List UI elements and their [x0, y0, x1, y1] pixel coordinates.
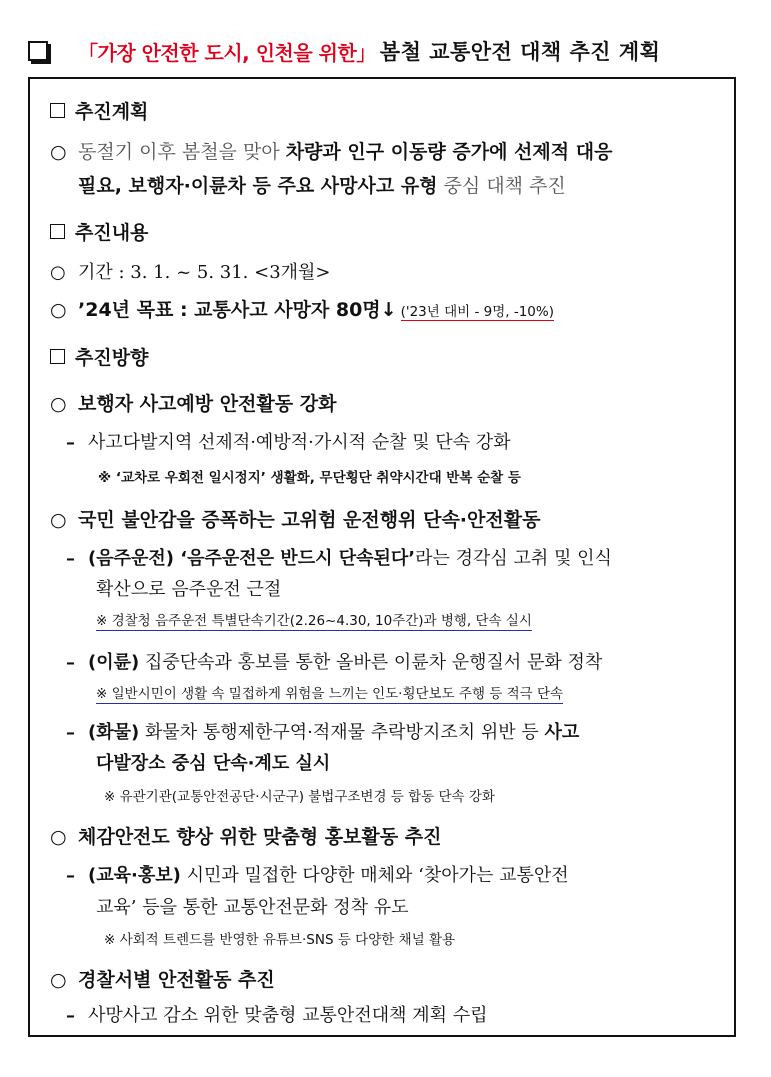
- circle-bullet-icon: ○: [50, 826, 67, 848]
- circle-bullet-icon: ○: [50, 262, 66, 283]
- checkbox-icon: [28, 41, 48, 61]
- title-quote: 「가장 안전한 도시, 인천을 위한」: [78, 40, 376, 65]
- circle-bullet-icon: ○: [50, 299, 67, 321]
- dash-bullet-icon: –: [66, 432, 75, 453]
- d2-heading: ○ 국민 불안감을 증폭하는 고위험 운전행위 단속·안전활동: [50, 509, 541, 531]
- plan-line-1: ○ 동절기 이후 봄철을 맞아 차량과 인구 이동량 증가에 선제적 대응: [50, 141, 613, 163]
- goal-note: ('23년 대비 - 9명, -10%): [400, 304, 554, 320]
- section-direction: [50, 343, 148, 370]
- d4-dash: – 사망사고 감소 위한 맞춤형 교통안전대책 계획 수립: [66, 1005, 488, 1026]
- d2-c-note: ※ 유관기관(교통안전공단·시군구) 불법구조변경 등 합동 단속 강화: [104, 789, 495, 805]
- circle-bullet-icon: ○: [50, 509, 67, 531]
- title-text: 봄철 교통안전 대책 추진 계획: [379, 40, 661, 64]
- d2-b-line: – (이륜) 집중단속과 홍보를 통한 올바른 이륜차 운행질서 문화 정착: [66, 652, 603, 673]
- section-plan-label: 추진계획: [75, 101, 149, 123]
- square-bullet-icon: [50, 103, 65, 118]
- d2-b-note: ※ 일반시민이 생활 속 밀접하게 위험을 느끼는 인도·횡단보도 주행 등 적극 단속: [96, 682, 563, 704]
- dash-bullet-icon: –: [66, 548, 75, 569]
- d1-dash: – 사고다발지역 선제적·예방적·가시적 순찰 및 단속 강화: [66, 432, 511, 453]
- d3-a-note: ※ 사회적 트렌드를 반영한 유튜브·SNS 등 다양한 채널 활용: [104, 932, 456, 948]
- circle-bullet-icon: ○: [50, 141, 67, 163]
- section-plan: [50, 97, 148, 124]
- section-content: [50, 218, 148, 245]
- square-bullet-icon: [50, 349, 65, 364]
- dash-bullet-icon: –: [66, 865, 75, 886]
- d3-heading: ○ 체감안전도 향상 위한 맞춤형 홍보활동 추진: [50, 826, 442, 848]
- d2-a-line-1: – (음주운전) ‘음주운전은 반드시 단속된다’라는 경각심 고취 및 인식: [66, 548, 612, 569]
- dash-bullet-icon: –: [66, 722, 75, 743]
- dash-bullet-icon: –: [66, 1005, 75, 1026]
- d1-note: ※ ‘교차로 우회전 일시정지’ 생활화, 무단횡단 취약시간대 반복 순찰 등: [98, 470, 521, 486]
- d2-a-note: ※ 경찰청 음주운전 특별단속기간(2.26~4.30, 10주간)과 병행, 단속 실시: [96, 609, 532, 631]
- d2-c-line-2: 다발장소 중심 단속·계도 실시: [96, 753, 331, 774]
- circle-bullet-icon: ○: [50, 393, 67, 415]
- content-goal: ○ ’24년 목표 : 교통사고 사망자 80명↓ ('23년 대비 - 9명, -10%): [50, 299, 554, 321]
- d2-c-line-1: – (화물) 화물차 통행제한구역·적재물 추락방지조치 위반 등 사고: [66, 722, 580, 743]
- section-direction-label: 추진방향: [75, 347, 149, 369]
- circle-bullet-icon: ○: [50, 969, 67, 991]
- d4-heading: ○ 경찰서별 안전활동 추진: [50, 969, 275, 991]
- d2-a-line-2: 확산으로 음주운전 근절: [96, 579, 282, 600]
- dash-bullet-icon: –: [66, 652, 75, 673]
- document-title: [28, 36, 660, 66]
- d1-heading: ○ 보행자 사고예방 안전활동 강화: [50, 393, 337, 415]
- d3-a-line-1: – (교육·홍보) 시민과 밀접한 다양한 매체와 ‘찾아가는 교통안전: [66, 865, 569, 886]
- content-period: ○ 기간 : 3. 1. ~ 5. 31. <3개월>: [50, 262, 331, 283]
- d3-a-line-2: 교육’ 등을 통한 교통안전문화 정착 유도: [96, 897, 409, 918]
- plan-line-2: 필요, 보행자·이륜차 등 주요 사망사고 유형 중심 대책 추진: [78, 175, 566, 197]
- square-bullet-icon: [50, 224, 65, 239]
- section-content-label: 추진내용: [75, 222, 149, 244]
